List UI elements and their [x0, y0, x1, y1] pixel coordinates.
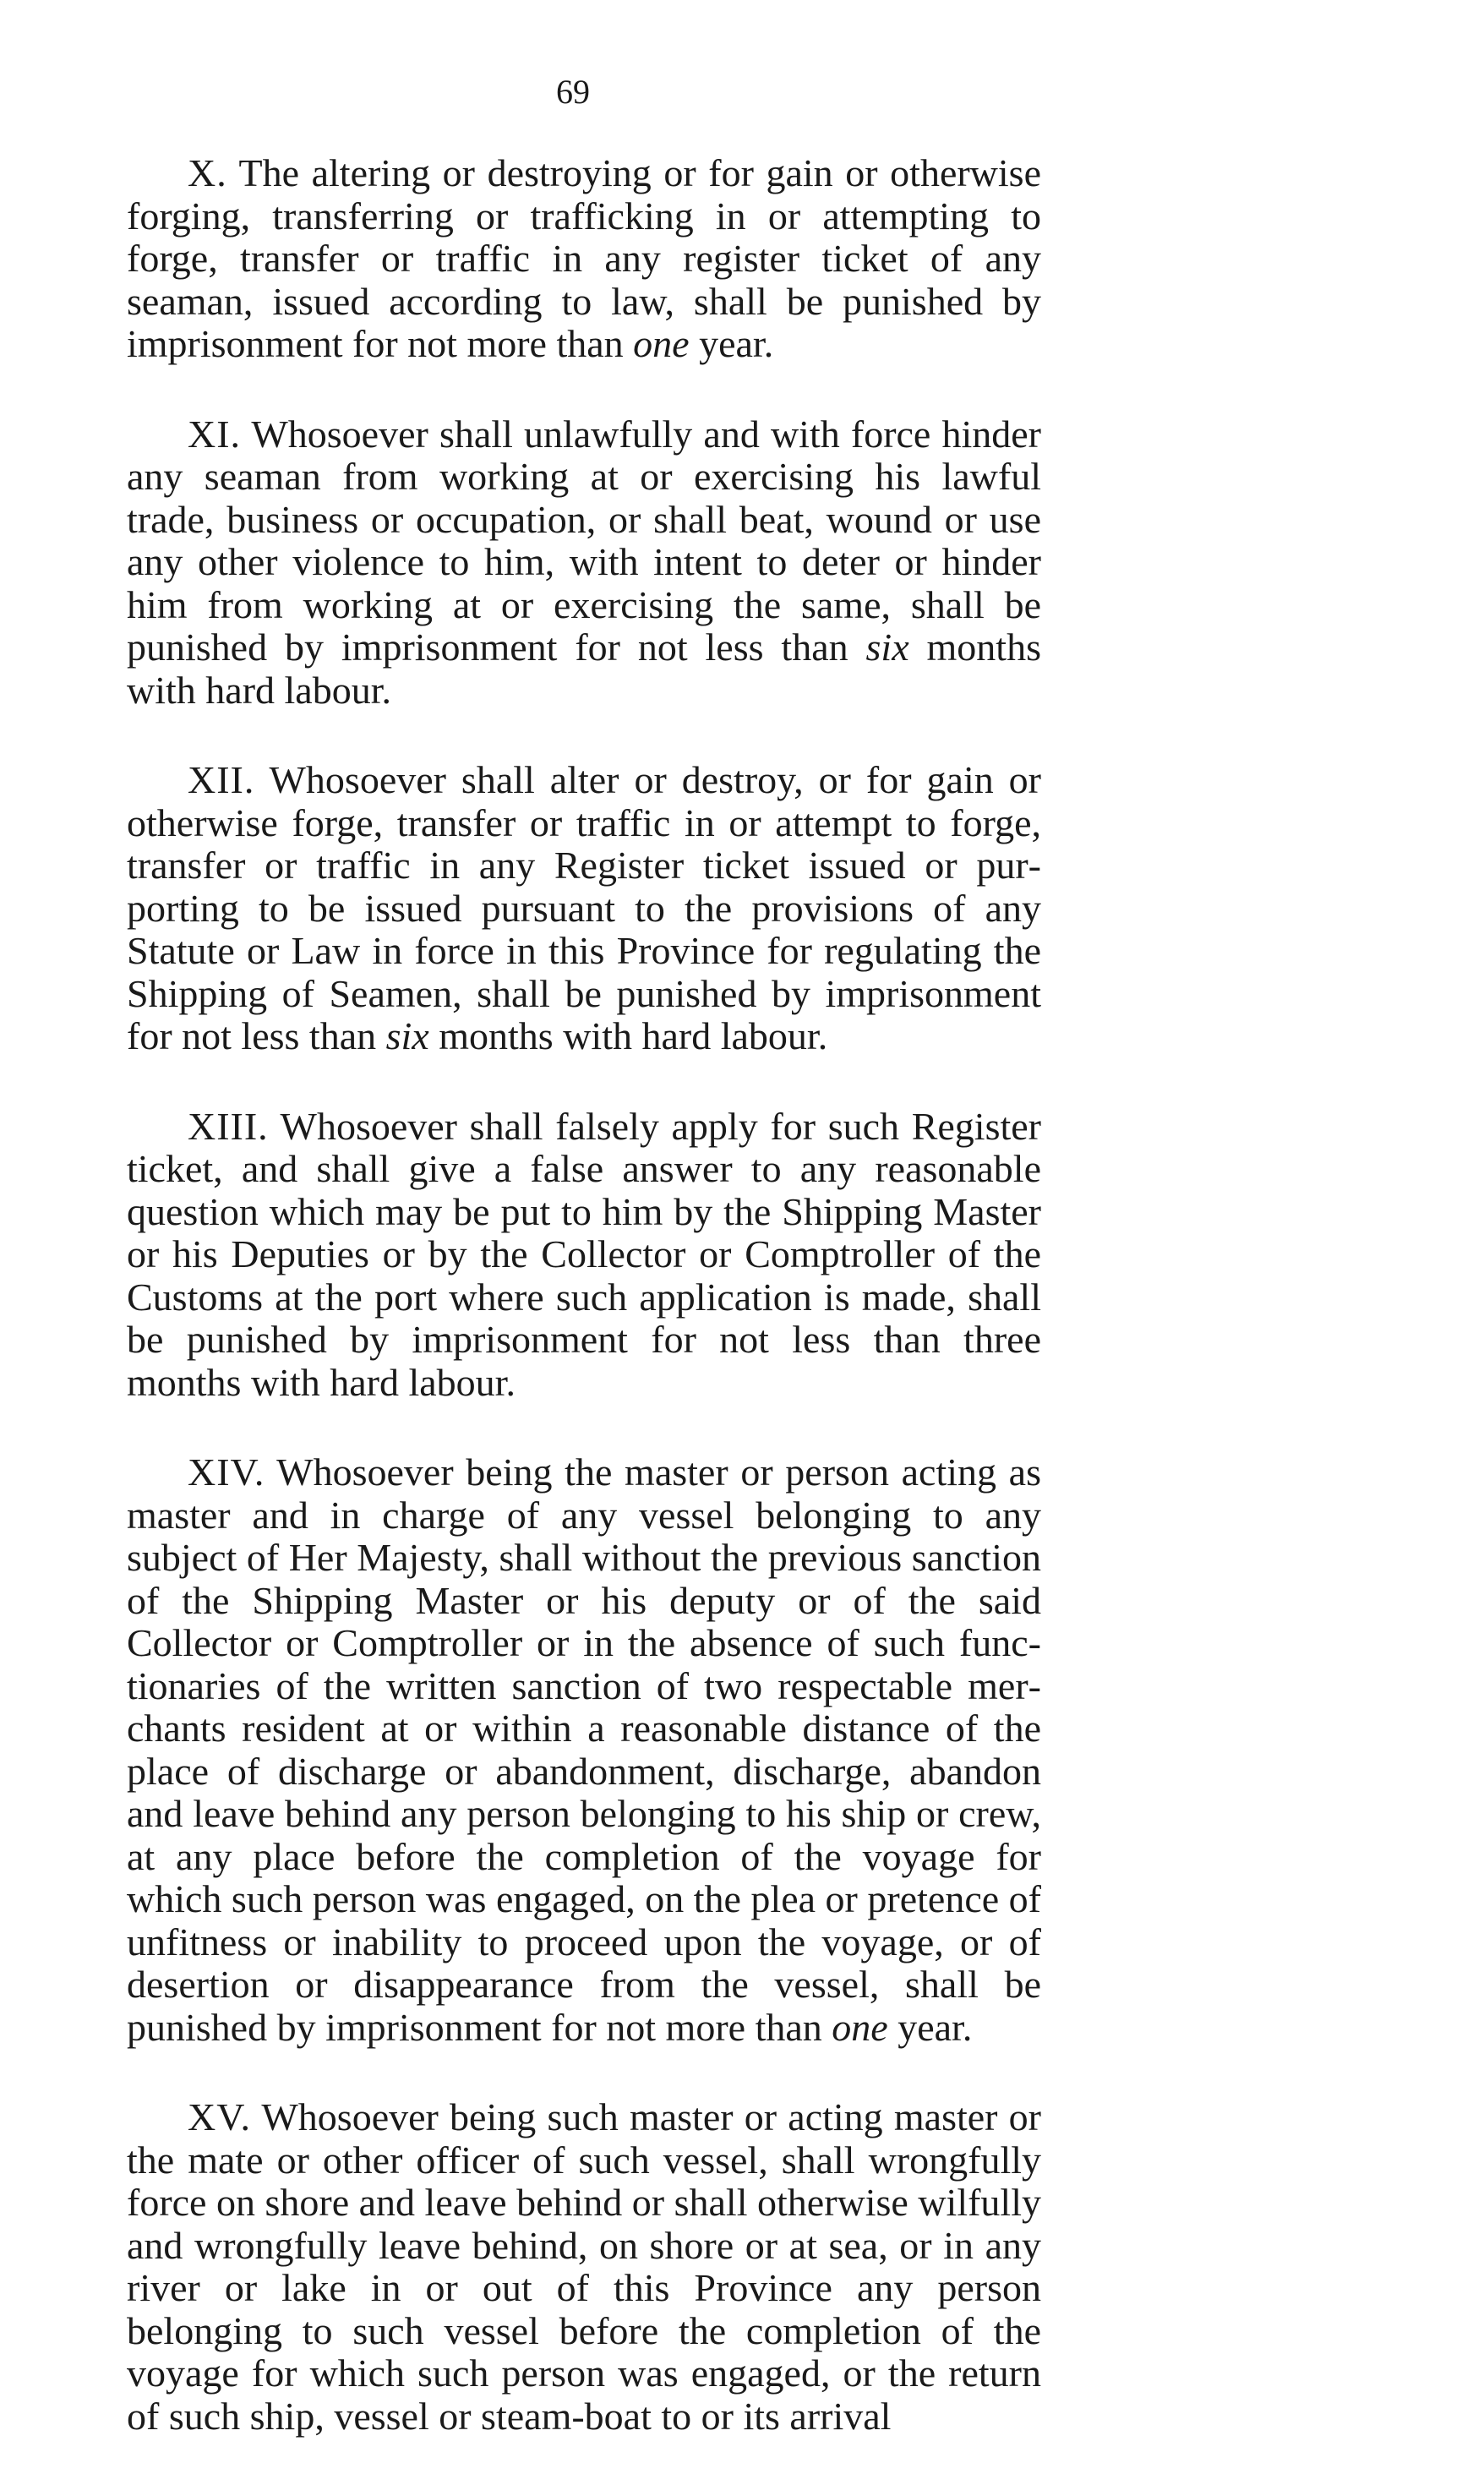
- section-number: XV.: [188, 2095, 252, 2138]
- page-number: 69: [556, 73, 590, 111]
- section-xi: [127, 413, 1041, 713]
- section-emphasis: six: [385, 1014, 429, 1057]
- section-text: Whosoever shall alter or destroy, or for gain or otherwise forge, transfer or traffic in or attempt to forge, transfer or traffic in any Register ticket issued or purporting to be issued pursuant to the provisions of any Statute or Law in force in this Province for regulating the Shipping of Seamen, shall be punished by imprisonment for not less than: [127, 758, 1042, 1057]
- section-text: Whosoever being the master or person acting as master and in charge of any vessel belonging to any subject of Her Majesty, shall without the previous sanction of the Shipping Master or his deputy or of the said Collector or Comptroller or in the absence of such functionaries of the written sanction of two respectable merchants resident at or within a reasonable distance of the place of discharge or abandonment, discharge, abandon and leave behind any person belonging to his ship or crew, at any place before the completion of the voyage for which such person was engaged, on the plea or pretence of unfitness or inability to proceed upon the voyage, or of desertion or disappearance from the vessel, shall be punished by imprisonment for not more than: [127, 1450, 1041, 2049]
- section-emphasis: six: [865, 625, 909, 669]
- section-text-end: year.: [689, 322, 774, 365]
- section-text: Whosoever being such master or acting master or the mate or other officer of such vessel, shall wrongfully force on shore and leave behind or shall otherwise wilfully and wrongfully leave behind, on shore or at sea, or in any river or lake in or out of this Province any person belonging to such vessel before the completion of the voyage for which such person was engaged, or the return of such ship, vessel or steam-boat to or its arrival: [127, 2095, 1042, 2438]
- section-emphasis: one: [633, 322, 690, 365]
- section-x: [127, 152, 1041, 366]
- section-text-end: months with hard labour.: [127, 625, 1041, 712]
- section-number: XIII.: [188, 1104, 269, 1148]
- section-number: X.: [188, 151, 227, 194]
- section-text: The altering or destroying or for gain or otherwise forging, transferring or trafficking in or attempting to forge, transfer or traffic in any register ticket of any seaman, issued according to law, shall be punished by imprisonment for not more than: [127, 151, 1041, 365]
- section-text: Whosoever shall falsely apply for such Register ticket, and shall give a false answer to any reasonable question which may be put to him by the Shipping Master or his Deputies or by the Collector or Comptroller of the Customs at the port where such application is made, shall be punished by imprisonment for not less than three months with hard labour.: [127, 1104, 1041, 1404]
- section-xv: [127, 2096, 1041, 2438]
- section-text: Whosoever shall unlawfully and with force hinder any seaman from working at or exercising his lawful trade, business or occupation, or shall beat, wound or use any other violence to him, with intent to deter or hinder him from working at or exercising the same, shall be punished by imprisonment for not less than: [127, 412, 1041, 669]
- section-text-end: months with hard labour.: [428, 1014, 828, 1057]
- section-emphasis: one: [832, 2005, 888, 2049]
- section-xiii: [127, 1106, 1041, 1405]
- section-text-end: year.: [887, 2005, 973, 2049]
- section-number: XII.: [188, 758, 255, 801]
- statute-text: [127, 152, 1041, 2485]
- section-xiv: [127, 1451, 1041, 2049]
- section-xii: [127, 759, 1041, 1058]
- section-number: XIV.: [188, 1450, 265, 1494]
- section-number: XI.: [188, 412, 242, 456]
